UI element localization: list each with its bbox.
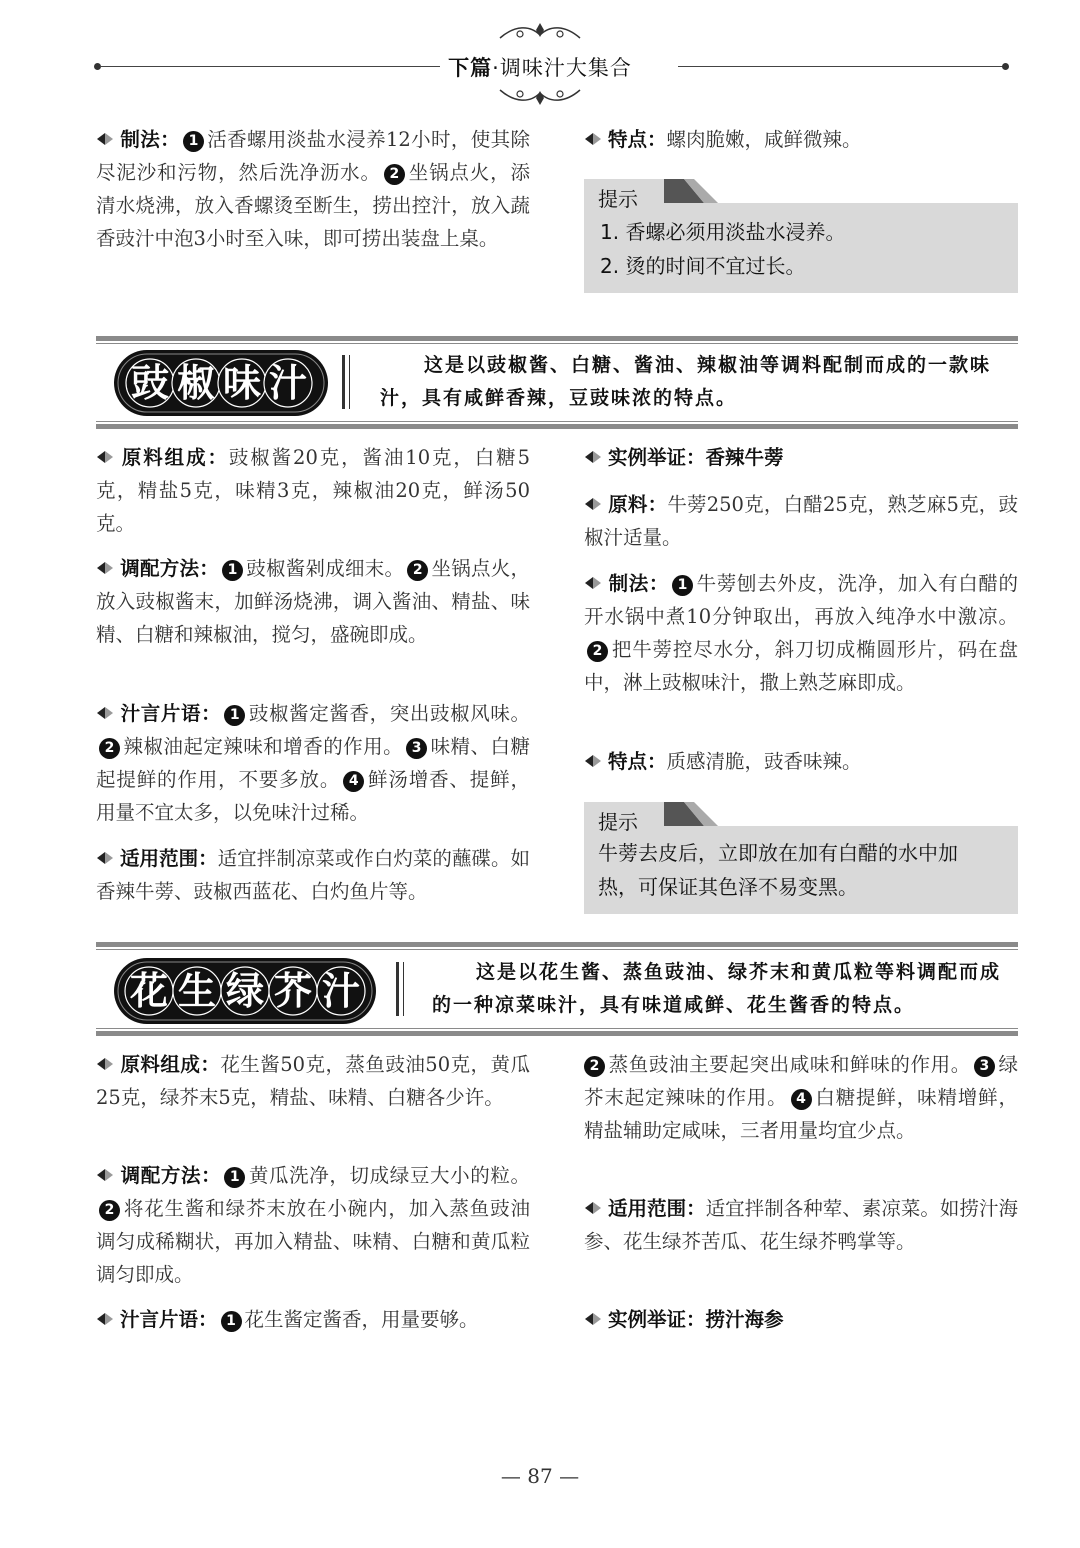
section1-tips (96, 697, 530, 829)
section2-prep-label: 调配方法： (120, 1164, 222, 1187)
section1-scope-text: 适宜拌制凉菜或作白灼菜的蘸碟。如香辣牛蒡、豉椒西蓝花、白灼鱼片等。 (96, 847, 530, 903)
top-feature-label: 特点： (608, 128, 667, 151)
section1-title-char-2: 椒 (176, 361, 216, 405)
section1-ingredients-text: 豉椒酱20克，酱油10克，白糖5克，精盐5克，味精3克，辣椒油20克，鲜汤50克。 (96, 446, 530, 535)
step-number-icon: 2 (587, 641, 608, 662)
section1-tip-4: 鲜汤增香、提鲜，用量不宜太多，以免味汁过稀。 (96, 768, 530, 824)
top-ornament (490, 20, 590, 46)
section1-ingredients-label: 原料组成： (120, 446, 229, 469)
section1-example (584, 441, 1018, 474)
section2-preparation (96, 1159, 530, 1291)
section1-example-label: 实例举证： (608, 446, 706, 469)
diamond-bullet-icon (584, 448, 602, 466)
step-number-icon: 2 (584, 1056, 605, 1077)
section1-tip-3: 味精、白糖起提鲜的作用，不要多放。 (96, 735, 530, 791)
section1-title-char-1: 豉 (130, 361, 170, 405)
diamond-bullet-icon (96, 448, 114, 466)
section2-example-label: 实例举证： (608, 1308, 706, 1331)
section2-example-text: 捞汁海参 (705, 1308, 784, 1331)
bottom-ornament (490, 82, 590, 108)
step-number-icon: 2 (99, 1200, 120, 1221)
top-method-step-1: 活香螺用淡盐水浸养12小时，使其除尽泥沙和污物，然后洗净沥水。 (96, 128, 530, 184)
section1-feature (584, 745, 1018, 778)
section1-title-char-3: 味 (222, 361, 262, 405)
section1-tip-2: 辣椒油起定辣味和增香的作用。 (123, 735, 404, 758)
header-part: 下篇 (448, 56, 493, 80)
section2-title-char-5: 汁 (321, 969, 361, 1013)
step-number-icon: 1 (224, 1167, 245, 1188)
top-feature-text: 螺肉脆嫩，咸鲜微辣。 (666, 128, 862, 151)
section1-method-step-2: 把牛蒡控尽水分，斜刀切成椭圆形片，码在盘中，淋上豉椒味汁，撒上熟芝麻即成。 (584, 638, 1018, 694)
section1-prep-label: 调配方法： (120, 557, 219, 580)
header-rule-right (678, 66, 1004, 67)
header-separator: · (492, 56, 500, 80)
section1-scope (96, 842, 530, 908)
section2-scope-text: 适宜拌制各种荤、素凉菜。如捞汁海参、花生绿芥苦瓜、花生绿芥鸭掌等。 (584, 1197, 1018, 1253)
top-method-label: 制法： (120, 128, 180, 151)
top-method-paragraph (96, 123, 530, 255)
section2-title-char-3: 绿 (225, 969, 265, 1013)
section1-title-char-4: 汁 (268, 361, 308, 405)
section1-ingredients (96, 441, 530, 540)
section2-ingredients-text: 花生酱50克，蒸鱼豉油50克，黄瓜25克，绿芥末5克，精盐、味精、白糖各少许。 (96, 1053, 530, 1109)
section2-bottom-rule (96, 1031, 1018, 1036)
step-number-icon: 2 (99, 738, 120, 759)
diamond-bullet-icon (96, 849, 114, 867)
section2-scope-label: 适用范围： (608, 1197, 706, 1220)
diamond-bullet-icon (584, 752, 602, 770)
diamond-bullet-icon (584, 1310, 602, 1328)
section2-divider-thin (403, 962, 404, 1016)
page-number: — 87 — (500, 1464, 580, 1488)
section2-title-badge (114, 958, 376, 1024)
section1-tip-title: 提示 (598, 810, 638, 834)
section1-divider (342, 355, 345, 409)
section2-description: 这是以花生酱、蒸鱼豉油、绿芥末和黄瓜粒等料调配而成的一种凉菜味汁，具有味道咸鲜、花生酱香的特点。 (432, 961, 1002, 1016)
section2-example (584, 1303, 1018, 1336)
section2-title-char-4: 芥 (273, 969, 313, 1013)
top-tip-box (584, 187, 1018, 293)
section1-material-text: 牛蒡250克，白醋25克，熟芝麻5克，豉椒汁适量。 (584, 493, 1018, 549)
section2-prep-step-2: 将花生酱和绿芥末放在小碗内，加入蒸鱼豉油调匀成稀糊状，再加入精盐、味精、白糖和黄瓜粒调匀即成。 (96, 1197, 530, 1286)
section2-divider (396, 962, 399, 1016)
section1-scope-label: 适用范围： (120, 847, 218, 870)
step-number-icon: 4 (791, 1089, 812, 1110)
section1-title-badge (114, 350, 328, 416)
section1-tip-line-2: 热，可保证其色泽不易变黑。 (598, 875, 858, 899)
section1-bottom-rule (96, 424, 1018, 429)
step-number-icon: 1 (183, 131, 204, 152)
step-number-icon: 3 (974, 1056, 995, 1077)
section1-example-text: 香辣牛蒡 (705, 446, 784, 469)
section2-top-rule (96, 942, 1018, 947)
section1-description: 这是以豉椒酱、白糖、酱油、辣椒油等调料配制而成的一款味汁，具有咸鲜香辣，豆豉味浓的特点。 (380, 354, 992, 409)
diamond-bullet-icon (584, 1199, 602, 1217)
section1-tips-label: 汁言片语： (120, 702, 222, 725)
section1-prep-step-1: 豉椒酱剁成细末。 (246, 557, 405, 580)
diamond-bullet-icon (96, 1166, 114, 1184)
section2-scope (584, 1192, 1018, 1258)
section1-tip-1: 豉椒酱定酱香，突出豉椒风味。 (248, 702, 530, 725)
diamond-bullet-icon (584, 574, 602, 592)
section1-materials (584, 488, 1018, 554)
section2-tip-4: 白糖提鲜，味精增鲜，精盐辅助定咸味，三者用量均宜少点。 (584, 1086, 1018, 1142)
section1-method-step-1: 牛蒡刨去外皮，洗净，加入有白醋的开水锅中煮10分钟取出，再放入纯净水中激凉。 (584, 572, 1018, 628)
top-method-step-2: 坐锅点火，添清水烧沸，放入香螺烫至断生，捞出控汁，放入蔬香豉汁中泡3小时至入味，即可捞出装盘上桌。 (96, 161, 530, 250)
top-tip-line-1: 1. 香螺必须用淡盐水浸养。 (600, 220, 846, 244)
top-tip-title: 提示 (598, 187, 638, 211)
step-number-icon: 1 (672, 575, 693, 596)
section2-tip-1: 花生酱定酱香，用量要够。 (244, 1308, 479, 1331)
section1-tip-box (584, 810, 1018, 914)
section2-top-rule-thin (96, 949, 1018, 950)
diamond-bullet-icon (96, 1310, 114, 1328)
top-feature-paragraph (584, 123, 1018, 156)
section2-title-char-2: 生 (177, 969, 217, 1013)
section1-feature-text: 质感清脆，豉香味辣。 (666, 750, 862, 773)
section2-bottom-rule-thin (96, 1028, 1018, 1029)
step-number-icon: 2 (384, 164, 405, 185)
section2-prep-step-1: 黄瓜洗净，切成绿豆大小的粒。 (248, 1164, 530, 1187)
section1-divider-thin (349, 355, 350, 409)
section2-tip-2: 蒸鱼豉油主要起突出咸味和鲜味的作用。 (608, 1053, 971, 1076)
section1-top-rule-thin (96, 343, 1018, 344)
diamond-bullet-icon (96, 559, 114, 577)
top-tip-line-2: 2. 烫的时间不宜过长。 (600, 254, 806, 278)
header-dot-right (1002, 63, 1009, 70)
header-title: 调味汁大集合 (499, 56, 632, 80)
step-number-icon: 1 (222, 560, 243, 581)
section2-tips-start (96, 1303, 530, 1336)
step-number-icon: 3 (406, 738, 427, 759)
diamond-bullet-icon (96, 130, 114, 148)
section2-tips-continued (584, 1048, 1018, 1147)
section1-preparation (96, 552, 530, 651)
step-number-icon: 2 (407, 560, 428, 581)
section2-tips-label: 汁言片语： (120, 1308, 218, 1331)
section1-feature-label: 特点： (608, 750, 667, 773)
running-header (0, 52, 1080, 82)
section1-prep-step-2: 坐锅点火，放入豉椒酱末，加鲜汤烧沸，调入酱油、精盐、味精、白糖和辣椒油，搅匀，盛碗即成。 (96, 557, 530, 646)
section2-tip-3: 绿芥末起定辣味的作用。 (584, 1053, 1018, 1109)
section1-tip-line-1: 牛蒡去皮后，立即放在加有白醋的水中加 (598, 841, 958, 865)
step-number-icon: 1 (224, 705, 245, 726)
diamond-bullet-icon (96, 704, 114, 722)
step-number-icon: 1 (221, 1311, 242, 1332)
section2-ingredients (96, 1048, 530, 1114)
diamond-bullet-icon (584, 130, 602, 148)
section1-bottom-rule-thin (96, 421, 1018, 422)
section1-method (584, 567, 1018, 699)
diamond-bullet-icon (584, 495, 602, 513)
diamond-bullet-icon (96, 1055, 114, 1073)
section1-material-label: 原料： (608, 493, 668, 516)
section2-ingredients-label: 原料组成： (120, 1053, 221, 1076)
section1-method-label: 制法： (608, 572, 669, 595)
section2-title-char-1: 花 (129, 969, 169, 1013)
step-number-icon: 4 (343, 771, 364, 792)
section1-top-rule (96, 336, 1018, 341)
